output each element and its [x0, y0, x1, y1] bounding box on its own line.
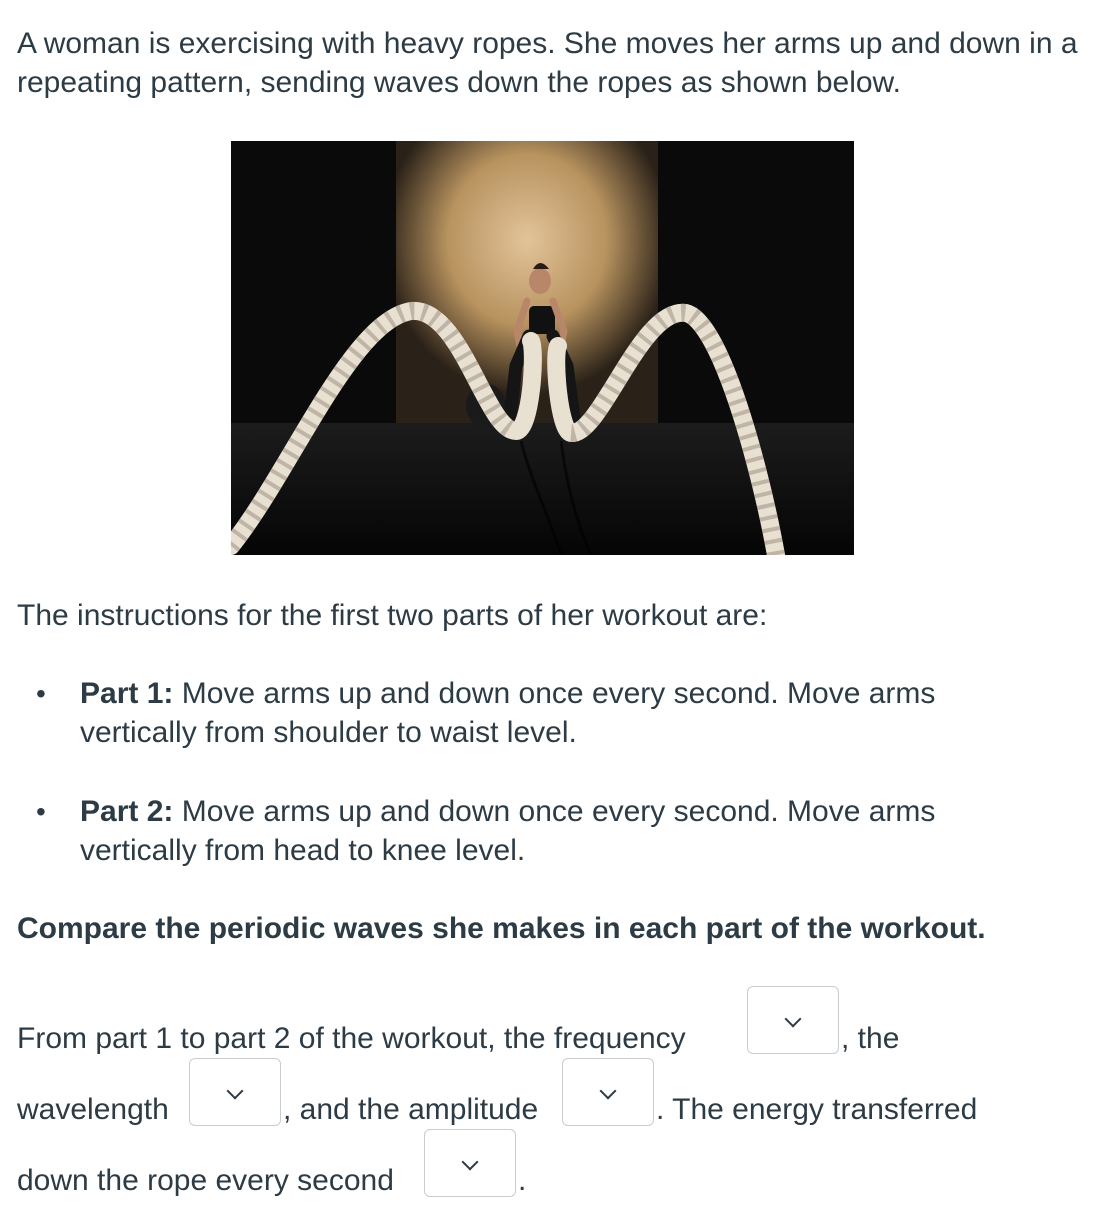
battle-ropes-photo — [231, 141, 854, 555]
sentence-segment-6: down the rope every second — [17, 1164, 394, 1197]
wavelength-dropdown[interactable] — [189, 1058, 281, 1126]
sentence-segment-1: From part 1 to part 2 of the workout, the frequency — [17, 1022, 686, 1055]
part-1-label: Part 1: — [80, 677, 174, 710]
sentence-segment-3: wavelength — [17, 1093, 169, 1126]
part-1-text — [80, 674, 980, 752]
chevron-down-icon — [462, 1154, 479, 1171]
sentence-segment-5: . The energy transferred — [656, 1093, 978, 1126]
sentence-segment-4: , and the amplitude — [283, 1093, 539, 1126]
bullet: • — [36, 678, 46, 709]
photo-illustration — [231, 141, 854, 555]
amplitude-dropdown[interactable] — [562, 1058, 654, 1126]
part-2-description: Move arms up and down once every second. Move arms vertically from head to knee level. — [80, 795, 936, 867]
frequency-dropdown[interactable] — [747, 986, 839, 1054]
chevron-down-icon — [227, 1083, 244, 1100]
part-1-description: Move arms up and down once every second. Move arms vertically from shoulder to waist level. — [80, 677, 936, 749]
instructions-heading: The instructions for the first two parts of her workout are: — [17, 599, 768, 632]
question-intro: A woman is exercising with heavy ropes. She moves her arms up and down in a repeating pattern, sending waves down the ropes as shown below. — [17, 27, 1078, 99]
part-2-label: Part 2: — [80, 795, 174, 828]
compare-prompt: Compare the periodic waves she makes in each part of the workout. — [17, 912, 986, 945]
chevron-down-icon — [785, 1011, 802, 1028]
sentence-segment-7: . — [518, 1164, 527, 1197]
sentence-segment-2: , the — [841, 1022, 900, 1055]
chevron-down-icon — [600, 1083, 617, 1100]
energy-dropdown[interactable] — [424, 1129, 516, 1197]
part-2-text — [80, 792, 980, 870]
bullet: • — [36, 796, 46, 827]
